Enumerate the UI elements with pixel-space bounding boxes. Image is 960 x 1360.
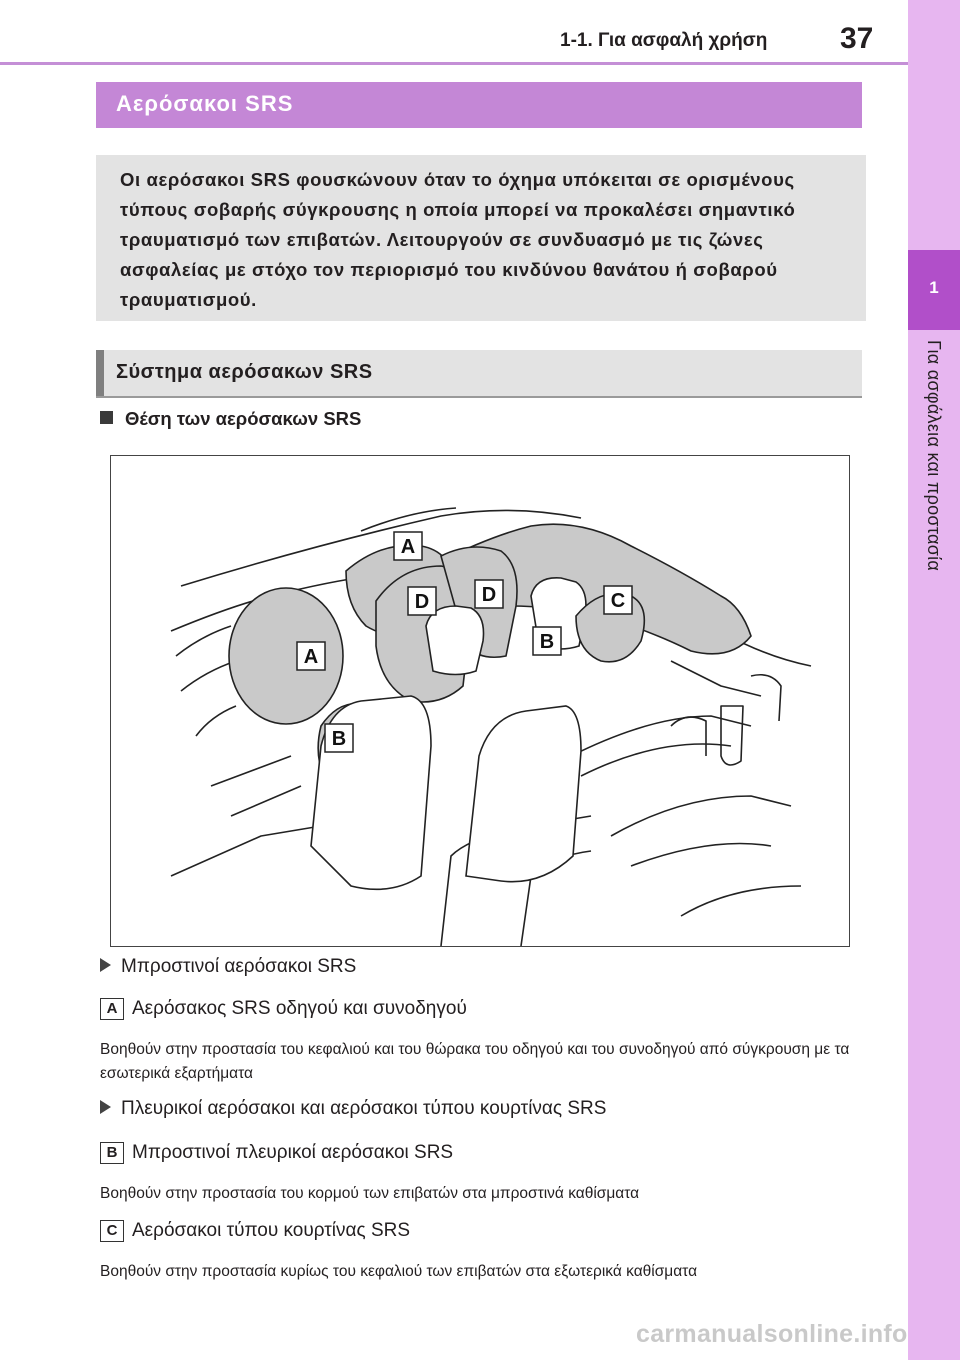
svg-text:B: B <box>331 728 347 750</box>
side-airbags-heading <box>100 1098 606 1120</box>
driver-headrest-shape <box>426 606 484 675</box>
header-rule <box>0 62 908 65</box>
callout-d-right <box>475 580 503 608</box>
item-b <box>100 1142 453 1164</box>
callout-a-passenger <box>394 532 422 560</box>
arrow-bullet-icon <box>100 958 111 972</box>
item-b-text: Μπροστινοί πλευρικοί αερόσακοι SRS <box>132 1142 454 1163</box>
section-title-bar <box>96 82 862 128</box>
heading-accent-bar <box>96 350 104 396</box>
svg-text:B: B <box>539 631 555 653</box>
passenger-seat-shape <box>466 706 581 882</box>
svg-text:D: D <box>481 584 497 606</box>
item-a-text: Αερόσακος SRS οδηγού και συνοδηγού <box>132 998 467 1019</box>
intro-text: Οι αερόσακοι SRS φουσκώνουν όταν το όχημα υπόκειται σε ορισμένους τύπους σοβαρής σύγκρουσης η οποία μπορεί να προκαλέσει σημαντικό τραυματισμό των επιβατών. Λειτουργούν σε συνδυασμό με τις ζώνες ασφαλείας με στόχο τον περιορισμό του κινδύνου θανάτου ή σοβαρού τραυματισμού. <box>120 169 796 310</box>
chapter-side-tab <box>908 0 960 1360</box>
label-a-box: A <box>100 998 124 1020</box>
callout-b-passenger <box>533 627 561 655</box>
subheading-text: Θέση των αερόσακων SRS <box>125 408 362 429</box>
label-c-box: C <box>100 1220 124 1242</box>
svg-text:A: A <box>303 646 319 668</box>
airbag-location-figure <box>110 455 850 947</box>
callout-a-driver <box>297 642 325 670</box>
callout-c <box>604 586 632 614</box>
label-b-box: B <box>100 1142 124 1164</box>
system-heading <box>96 350 862 398</box>
item-c <box>100 1220 410 1242</box>
subheading <box>100 408 361 430</box>
intro-box <box>96 155 866 321</box>
front-airbags-heading-text: Μπροστινοί αερόσακοι SRS <box>121 956 357 977</box>
item-a-description: Βοηθούν στην προστασία του κεφαλιού και του θώρακα του οδηγού και του συνοδηγού από σύγκρουση με τα εσωτερικά εξαρτήματα <box>100 1041 850 1082</box>
square-bullet-icon <box>100 411 113 424</box>
callout-d-left <box>408 587 436 615</box>
section-title: Αερόσακοι SRS <box>116 91 294 116</box>
callout-b-driver <box>325 724 353 752</box>
watermark: carmanualsonline.info <box>636 1320 908 1348</box>
chapter-number: 1 <box>929 278 939 297</box>
car-interior-illustration <box>111 456 849 946</box>
svg-text:C: C <box>610 590 626 612</box>
driver-front-airbag-shape <box>229 588 343 724</box>
item-b-description: Βοηθούν στην προστασία του κορμού των επιβατών στα μπροστινά καθίσματα <box>100 1185 640 1202</box>
side-airbags-heading-text: Πλευρικοί αερόσακοι και αερόσακοι τύπου κουρτίνας SRS <box>121 1098 607 1119</box>
running-head: 1-1. Για ασφαλή χρήση <box>560 30 768 51</box>
item-a <box>100 998 467 1020</box>
page-number: 37 <box>840 22 874 55</box>
svg-text:D: D <box>414 591 430 613</box>
chapter-title: Για ασφάλεια και προστασία <box>924 340 944 572</box>
item-c-description: Βοηθούν στην προστασία κυρίως του κεφαλιού των επιβατών στα εξωτερικά καθίσματα <box>100 1263 698 1280</box>
arrow-bullet-icon <box>100 1100 111 1114</box>
front-airbags-heading <box>100 956 356 978</box>
system-heading-text: Σύστημα αερόσακων SRS <box>116 361 373 383</box>
item-c-text: Αερόσακοι τύπου κουρτίνας SRS <box>132 1220 411 1241</box>
svg-text:A: A <box>400 536 416 558</box>
